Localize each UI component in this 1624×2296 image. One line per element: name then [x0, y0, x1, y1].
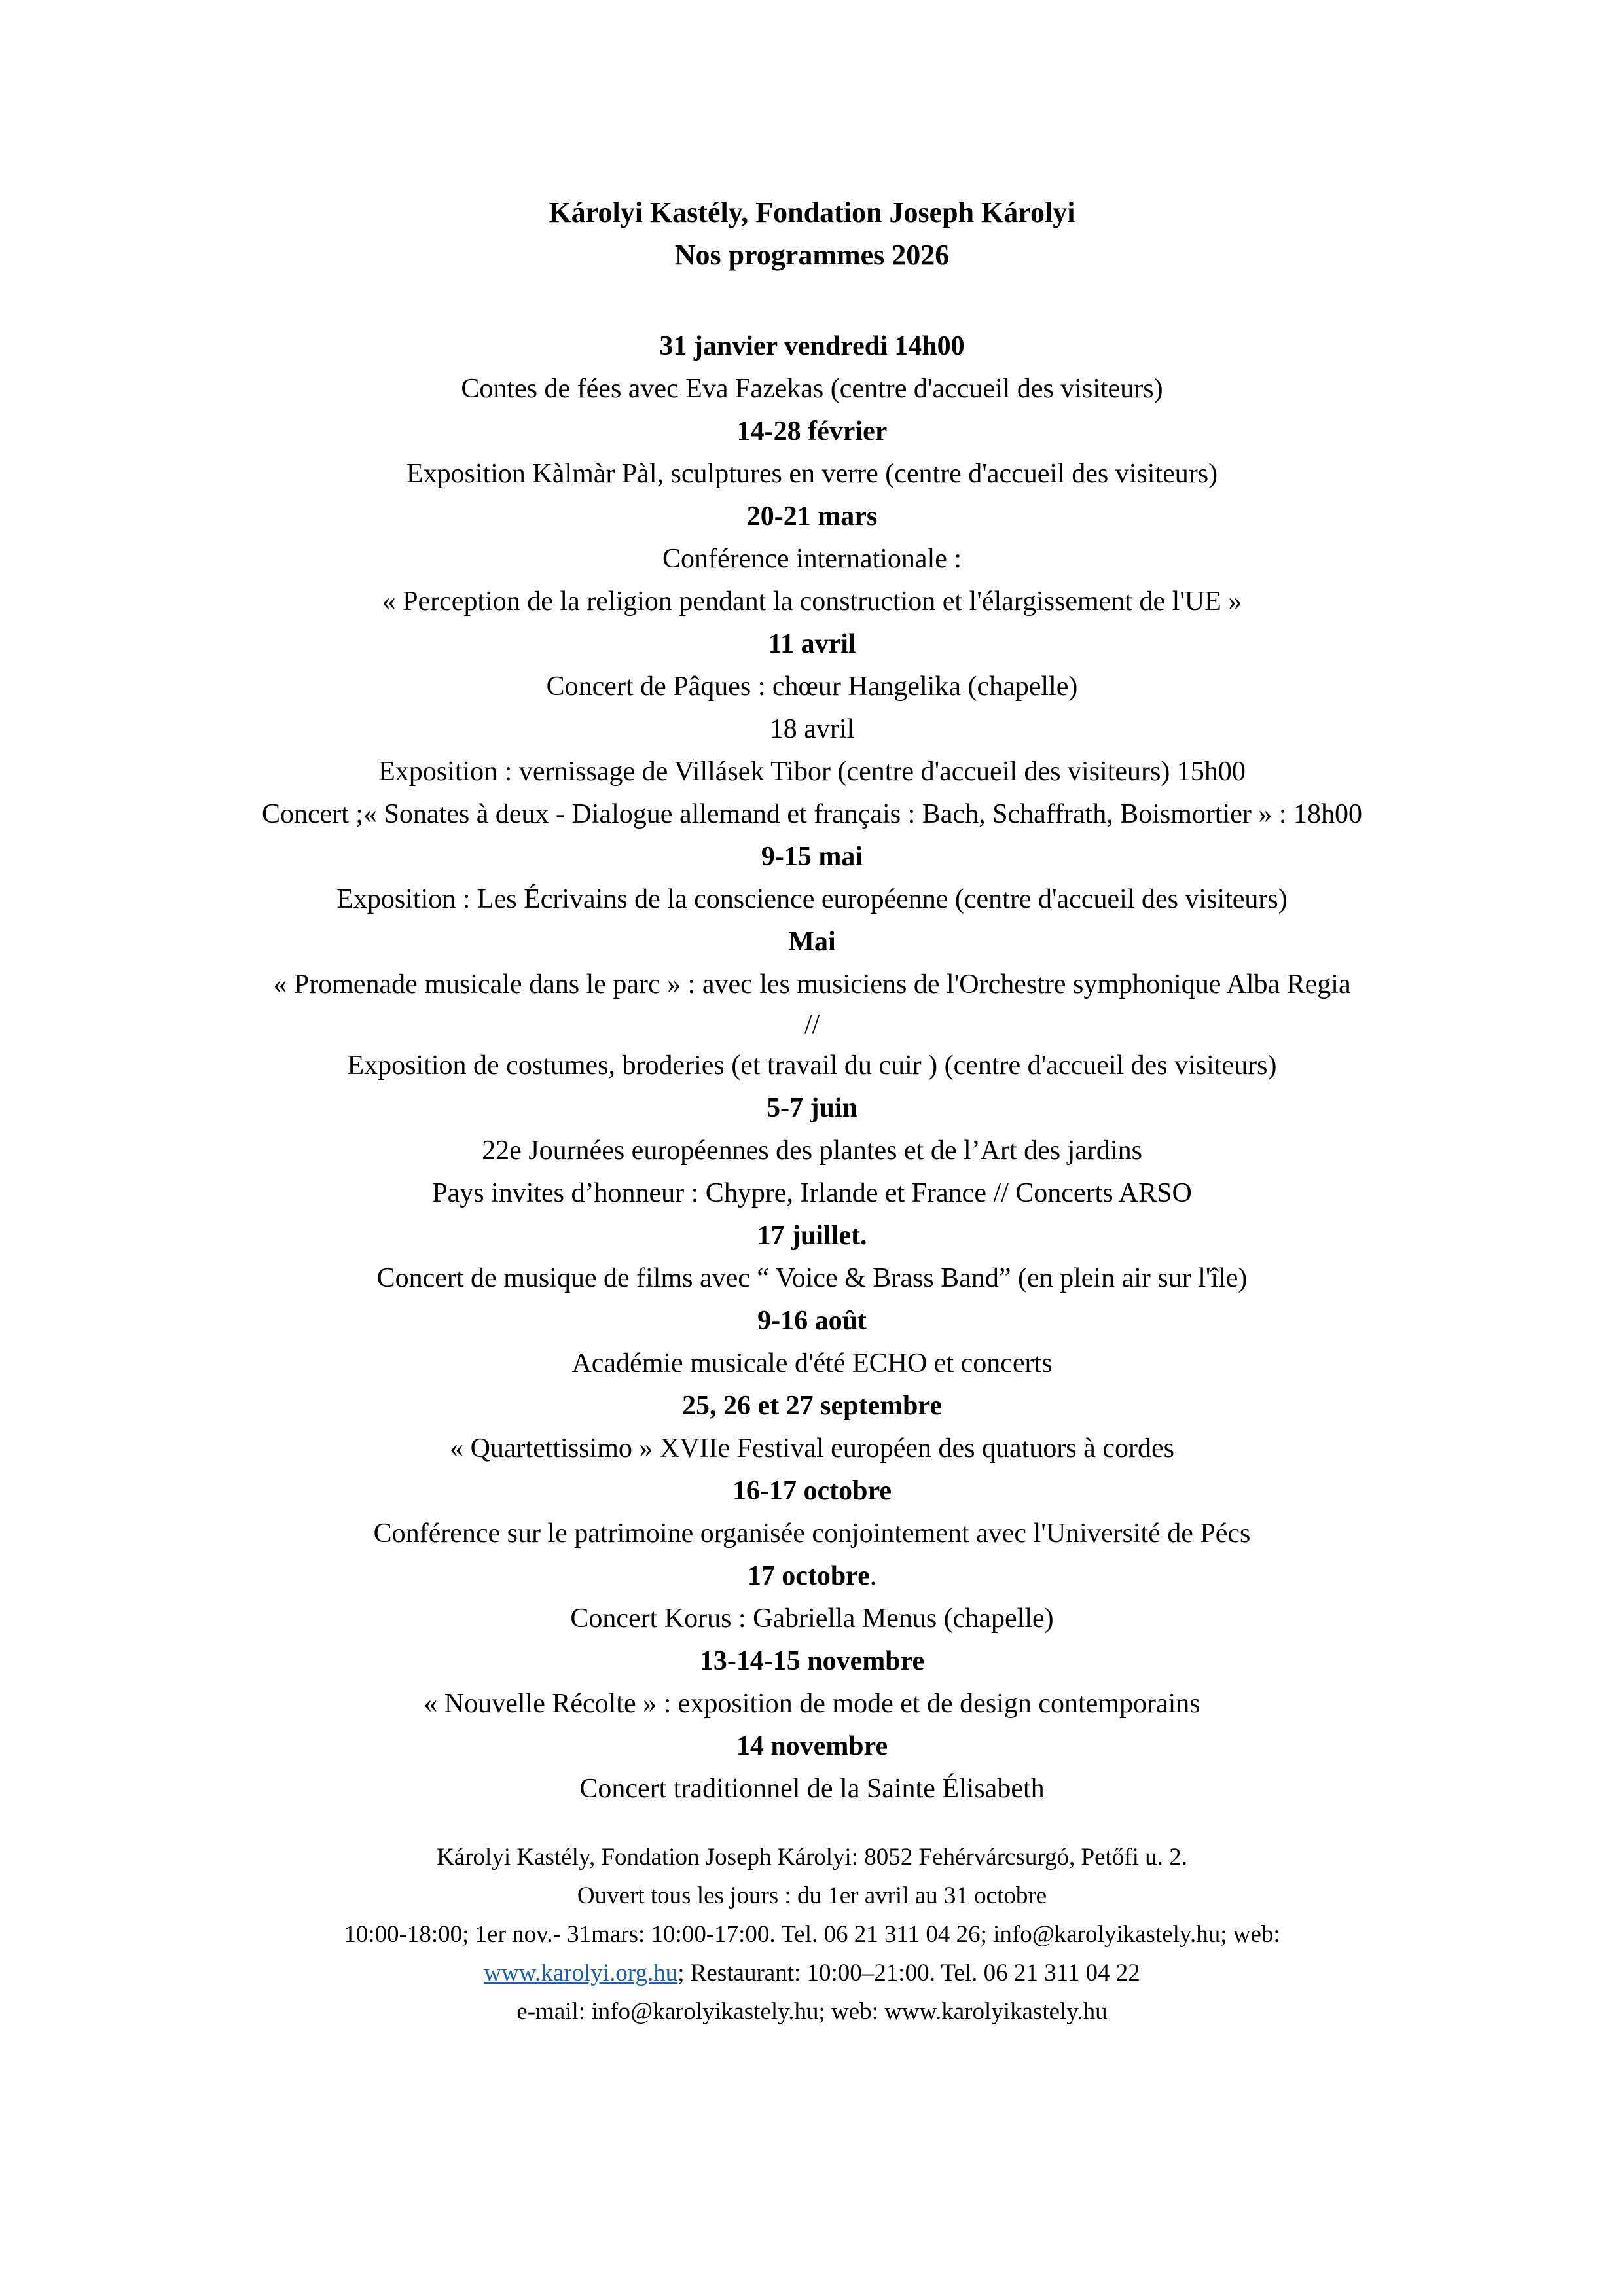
programme-text: Exposition Kàlmàr Pàl, sculptures en verre (centre d'accueil des visiteurs) [406, 459, 1218, 489]
footer-email-web: e-mail: info@karolyikastely.hu; web: www.karolyikastely.hu [516, 1998, 1108, 2025]
programme-date [0, 1385, 1624, 1427]
programme-list [0, 325, 1624, 1810]
programme-text: 22e Journées européennes des plantes et de l’Art des jardins [482, 1136, 1142, 1166]
programme-text: 14-28 février [736, 416, 888, 446]
programme-date [0, 1555, 1624, 1598]
programme-text: Conférence internationale : [662, 544, 962, 574]
programme-text: 25, 26 et 27 septembre [682, 1391, 942, 1421]
programme-text: « Promenade musicale dans le parc » : avec les musiciens de l'Orchestre symphonique Alba Regia [273, 969, 1351, 999]
website-link[interactable]: www.karolyi.org.hu [484, 1960, 678, 1986]
programme-description [0, 368, 1624, 410]
programme-text: Mai [788, 927, 836, 957]
programme-text: 16-17 octobre [732, 1476, 892, 1506]
programme-description [0, 1768, 1624, 1810]
programme-description [0, 751, 1624, 793]
programme-date [0, 836, 1624, 878]
programme-text: 14 novembre [736, 1731, 888, 1761]
programme-text: Exposition : vernissage de Villásek Tibor (centre d'accueil des visiteurs) 15h00 [378, 757, 1246, 787]
programme-text: Concert ;« Sonates à deux - Dialogue allemand et français : Bach, Schaffrath, Boismortier » : 18h00 [261, 799, 1363, 829]
programme-date [0, 1087, 1624, 1130]
programme-text: 13-14-15 novembre [699, 1646, 925, 1676]
footer-restaurant: ; Restaurant: 10:00–21:00. Tel. 06 21 311 04 22 [677, 1960, 1140, 1986]
programme-text: Conférence sur le patrimoine organisée conjointement avec l'Université de Pécs [373, 1518, 1251, 1549]
programme-date [0, 1470, 1624, 1513]
programme-text: Contes de fées avec Eva Fazekas (centre d'accueil des visiteurs) [461, 374, 1163, 404]
programme-description [0, 1045, 1624, 1087]
programme-text: « Quartettissimo » XVIIe Festival européen des quatuors à cordes [450, 1433, 1174, 1463]
programme-description [0, 1342, 1624, 1385]
footer-contact [0, 1838, 1624, 2031]
programme-date [0, 410, 1624, 453]
programme-text: 11 avril [768, 629, 856, 659]
programme-description [0, 453, 1624, 495]
footer-address: Károlyi Kastély, Fondation Joseph Károlyi: 8052 Fehérvárcsurgó, Petőfi u. 2. [437, 1844, 1187, 1871]
programme-date [0, 1215, 1624, 1257]
programme-text: Concert traditionnel de la Sainte Élisabeth [579, 1774, 1045, 1804]
programme-description [0, 1130, 1624, 1172]
programme-description [0, 538, 1624, 581]
programme-text: 31 janvier vendredi 14h00 [659, 331, 965, 361]
programme-text: Exposition de costumes, broderies (et travail du cuir ) (centre d'accueil des visiteurs) [347, 1050, 1277, 1081]
programme-text: 5-7 juin [767, 1093, 857, 1123]
footer-opening: Ouvert tous les jours : du 1er avril au 31 octobre [577, 1882, 1047, 1909]
programme-description [0, 793, 1624, 836]
programme-text: « Nouvelle Récolte » : exposition de mode et de design contemporains [424, 1689, 1200, 1719]
programme-description [0, 708, 1624, 751]
document-title: Károlyi Kastély, Fondation Joseph Károlyi [549, 196, 1075, 228]
programme-description [0, 1683, 1624, 1725]
programme-text: 9-15 mai [761, 842, 863, 872]
programme-text: Concert de musique de films avec “ Voice & Brass Band” (en plein air sur l'île) [376, 1263, 1248, 1293]
programme-suffix: . [869, 1561, 877, 1591]
programme-date [0, 623, 1624, 666]
programme-date [0, 495, 1624, 538]
programme-description [0, 1598, 1624, 1640]
programme-description [0, 1257, 1624, 1300]
document-subtitle: Nos programmes 2026 [674, 239, 950, 271]
programme-date [0, 921, 1624, 963]
programme-description [0, 1427, 1624, 1470]
programme-date [0, 1725, 1624, 1768]
footer-website-restaurant [0, 1954, 1624, 1992]
programme-text: 17 octobre [747, 1561, 870, 1591]
programme-description [0, 1513, 1624, 1555]
programme-text: 18 avril [769, 714, 855, 744]
programme-description [0, 1172, 1624, 1215]
programme-text: « Perception de la religion pendant la construction et l'élargissement de l'UE » [382, 586, 1242, 617]
programme-text: 20-21 mars [746, 501, 878, 531]
programme-description [0, 1006, 1624, 1045]
footer-hours-contact: 10:00-18:00; 1er nov.- 31mars: 10:00-17:00. Tel. 06 21 311 04 26; info@karolyikastely.hu; web: [344, 1921, 1280, 1948]
programme-text: 17 juillet. [757, 1221, 867, 1251]
programme-text: Concert Korus : Gabriella Menus (chapelle) [570, 1604, 1054, 1634]
programme-text: Pays invites d’honneur : Chypre, Irlande et France // Concerts ARSO [432, 1178, 1192, 1208]
programme-text: 9-16 août [757, 1306, 867, 1336]
programme-text: Académie musicale d'été ECHO et concerts [571, 1348, 1053, 1378]
programme-text: // [804, 1010, 820, 1040]
programme-text: Exposition : Les Écrivains de la conscience européenne (centre d'accueil des visiteurs) [336, 884, 1288, 914]
programme-date [0, 1640, 1624, 1683]
programme-description [0, 878, 1624, 921]
programme-date [0, 325, 1624, 368]
programme-date [0, 1300, 1624, 1342]
programme-text: Concert de Pâques : chœur Hangelika (chapelle) [546, 672, 1078, 702]
programme-description [0, 963, 1624, 1006]
programme-description [0, 666, 1624, 708]
programme-description [0, 581, 1624, 623]
